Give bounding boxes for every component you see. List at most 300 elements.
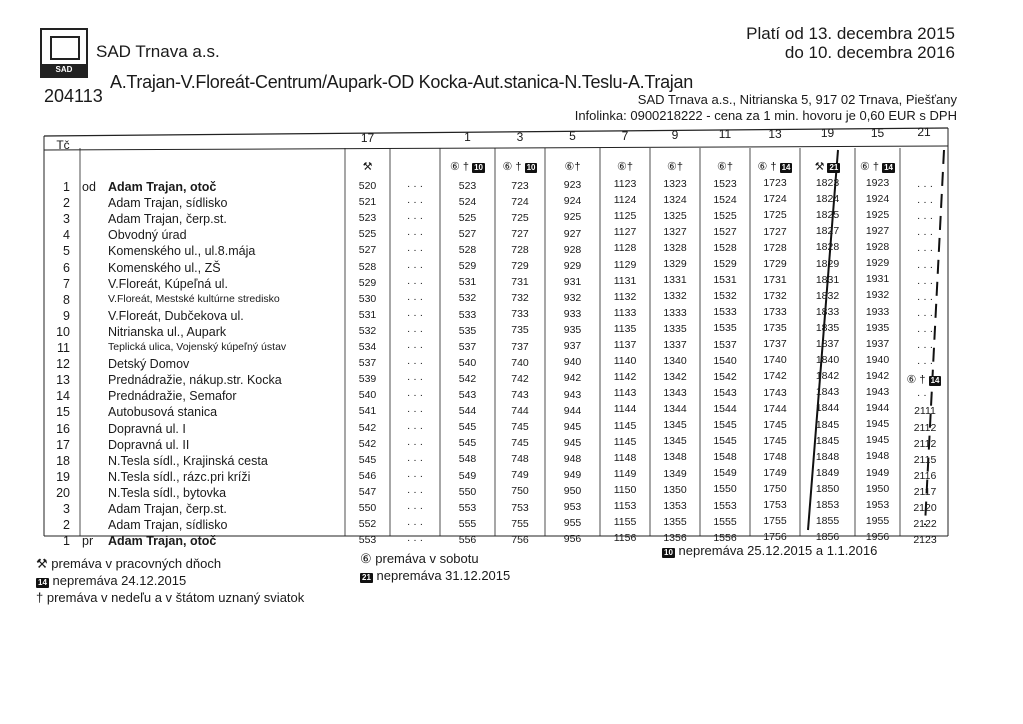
logo-text: SAD (42, 64, 86, 76)
departure-time: 545 (458, 437, 477, 450)
departure-time: 1831 (815, 273, 840, 286)
stop-direction: pr (82, 534, 94, 549)
trip-symbol: ⑥ † (860, 161, 880, 173)
stop-number: 1 (63, 180, 70, 194)
departure-time: 525 (458, 211, 477, 224)
departure-time: 1325 (663, 209, 687, 222)
dots-placeholder: · · · (406, 534, 424, 547)
departure-time: 743 (511, 388, 529, 401)
trip-21-symbols (900, 373, 948, 386)
stop-direction: od (82, 180, 96, 194)
departure-time: 756 (511, 533, 529, 546)
departure-time: 1835 (815, 321, 840, 334)
note-21-icon: 21 (362, 573, 371, 582)
departure-time: 1527 (713, 225, 737, 238)
departure-time: 1855 (815, 515, 840, 528)
departure-time: 735 (511, 324, 529, 337)
stop-name: Adam Trajan, otoč (108, 180, 217, 194)
departure-time: 1327 (663, 226, 687, 239)
stop-number: 9 (63, 308, 70, 323)
departure-time: 1348 (663, 451, 687, 464)
dots-placeholder: · · · (916, 244, 934, 257)
departure-time: 725 (511, 211, 529, 224)
departure-time-21: 2122 (913, 518, 937, 531)
departure-time: 1548 (713, 451, 737, 464)
valid-from: Platí od 13. decembra 2015 (746, 24, 955, 43)
departure-time: 755 (511, 517, 529, 530)
stop-number: 14 (56, 389, 70, 404)
departure-time: 955 (563, 517, 582, 530)
departure-time: 1128 (613, 242, 637, 255)
departure-time: 1355 (663, 515, 687, 528)
departure-time: 753 (511, 501, 529, 514)
departure-time: 744 (511, 404, 529, 417)
departure-time: 1755 (763, 515, 787, 528)
departure-time: 1931 (865, 273, 890, 286)
departure-time: 1723 (763, 177, 787, 190)
trip-symbol: ⑥ † (906, 374, 926, 387)
departure-time-21: 2112 (913, 421, 937, 434)
trip-number-header: 13 (768, 126, 782, 141)
departure-time: 1528 (713, 241, 737, 254)
stop-number: 16 (56, 421, 70, 436)
departure-time: 749 (511, 469, 529, 482)
departure-time: 1337 (663, 338, 687, 351)
departure-time: 929 (563, 259, 582, 272)
dots-placeholder: · · · (406, 437, 424, 450)
stop-name: Dopravná ul. I (108, 421, 186, 436)
dots-placeholder: · · · (406, 485, 424, 498)
dots-placeholder: · · · (916, 324, 934, 337)
stop-number: 12 (56, 357, 70, 372)
stop-number: 5 (63, 244, 70, 259)
legend-no-24-12-text: nepremáva 24.12.2015 (52, 573, 187, 588)
departure-time: 950 (563, 485, 582, 498)
trip-number-header: 5 (569, 129, 576, 144)
departure-time: 527 (458, 228, 477, 241)
infoline: Infolinka: 0900218222 - cena za 1 min. hovoru je 0,60 EUR s DPH (574, 108, 957, 123)
departure-time: 1329 (663, 258, 687, 271)
stop-name: Komenského ul., ZŠ (108, 260, 221, 275)
departure-time: 1345 (663, 435, 687, 448)
departure-time: 1935 (865, 321, 890, 334)
dots-placeholder: · · · (916, 276, 934, 289)
departure-time: 1950 (865, 482, 890, 495)
departure-time: 1832 (815, 289, 840, 302)
departure-time: 1131 (613, 274, 637, 287)
departure-time: 1149 (613, 467, 637, 480)
stop-number: 7 (63, 276, 70, 291)
departure-time: 724 (511, 195, 529, 208)
dots-placeholder: · · · (406, 244, 424, 257)
stop-number: 18 (56, 453, 70, 468)
departure-time: 531 (358, 308, 377, 321)
departure-time: 1324 (663, 193, 687, 206)
departure-time: 1745 (763, 434, 787, 447)
trip-symbol: ⑥† (564, 161, 581, 173)
departure-time: 1743 (763, 386, 787, 399)
note-box-icon: 10 (526, 163, 536, 172)
departure-time: 535 (458, 324, 477, 337)
legend-sunday: † premáva v nedeľu a v štátom uznaný sviatok (36, 590, 305, 605)
stop-name: Dopravná ul. II (108, 437, 190, 452)
dots-placeholder: · · · (916, 260, 934, 273)
departure-time: 1843 (815, 386, 840, 399)
departure-time: 948 (563, 452, 582, 465)
departure-time: 1523 (713, 177, 737, 190)
stop-name: Autobusová stanica (108, 405, 218, 420)
departure-time: 1333 (663, 306, 687, 319)
departure-time: 1353 (663, 499, 687, 512)
trip-symbol: ⑥ † (502, 161, 522, 173)
departure-time: 1145 (613, 419, 637, 432)
departure-time: 727 (511, 227, 529, 240)
departure-time: 1150 (613, 483, 637, 496)
departure-time: 1328 (663, 242, 687, 255)
departure-time: 1953 (865, 498, 890, 511)
departure-time: 1140 (613, 355, 637, 368)
departure-time: 542 (358, 421, 377, 434)
departure-time: 1925 (865, 208, 890, 221)
departure-time: 1956 (865, 530, 890, 543)
trip-symbols (440, 160, 495, 173)
departure-time: 956 (563, 533, 582, 546)
departure-time: 1727 (763, 225, 787, 238)
dots-placeholder: · · · (406, 341, 424, 353)
dots-placeholder: · · · (406, 518, 424, 531)
departure-time: 1929 (865, 257, 890, 270)
trip-symbol: ⑥† (717, 161, 733, 173)
operator-address: SAD Trnava a.s., Nitrianska 5, 917 02 Trnava, Piešťany (637, 92, 957, 107)
departure-time: 1844 (815, 402, 840, 415)
departure-time: 945 (563, 436, 582, 449)
departure-time: 537 (458, 340, 477, 353)
departure-time: 537 (358, 357, 377, 370)
departure-time: 1540 (713, 354, 737, 367)
departure-time: 549 (458, 469, 477, 482)
departure-time: 1550 (713, 483, 737, 496)
stop-name: N.Tesla sídl., rázc.pri kríži (108, 469, 251, 484)
dots-placeholder: · · · (406, 308, 424, 321)
departure-time: 1331 (663, 274, 687, 287)
departure-time: 1123 (613, 178, 637, 190)
departure-time: 1729 (763, 257, 787, 270)
departure-time: 1731 (763, 273, 787, 286)
departure-time: 531 (458, 276, 477, 289)
dots-placeholder: · · · (406, 421, 424, 434)
trip-symbols (650, 160, 700, 173)
departure-time: 1849 (815, 466, 840, 479)
departure-time: 1532 (713, 290, 737, 303)
departure-time: 1845 (815, 434, 840, 447)
departure-time: 1356 (663, 531, 687, 544)
departure-time: 1542 (713, 370, 737, 383)
trip-number-header: 21 (917, 125, 931, 139)
departure-time: 553 (358, 534, 377, 547)
departure-time-21: 2111 (914, 405, 936, 418)
dots-placeholder: · · · (406, 292, 424, 305)
trip-number-header: 9 (671, 128, 679, 142)
trip-number-header: 7 (621, 128, 629, 143)
note-box-icon: 10 (474, 163, 483, 172)
departure-time: 1545 (713, 419, 737, 431)
stop-name: Teplická ulica, Vojenský kúpeľný ústav (108, 341, 287, 353)
departure-time: 1949 (865, 466, 890, 479)
stop-number: 20 (56, 485, 70, 500)
departure-time: 935 (563, 324, 582, 337)
departure-time: 1524 (713, 193, 737, 206)
departure-time: 1824 (815, 193, 840, 206)
departure-time: 1728 (763, 241, 787, 254)
dots-placeholder: · · · (406, 228, 424, 241)
departure-time: 1733 (763, 306, 787, 319)
dots-placeholder: · · · (916, 228, 934, 241)
stop-name: Nitrianska ul., Aupark (108, 324, 227, 339)
stop-name: N.Tesla sídl., Krajinská cesta (108, 453, 268, 468)
departure-time-21: 2116 (913, 469, 937, 482)
legend-saturday: ⑥ premáva v sobotu (360, 551, 479, 566)
legend-no-25-12 (662, 543, 877, 558)
departure-time: 540 (458, 356, 477, 369)
departure-time: 1744 (763, 402, 787, 415)
departure-time: 1556 (713, 531, 737, 544)
stop-name: Adam Trajan, otoč (108, 534, 217, 549)
departure-time: 1943 (865, 386, 890, 399)
departure-time: 1955 (865, 514, 890, 527)
departure-time: 520 (358, 180, 377, 192)
departure-time: 1923 (865, 176, 890, 189)
departure-time: 1537 (713, 338, 737, 351)
trip-symbols (855, 160, 900, 173)
departure-time: 1850 (815, 482, 840, 495)
stop-name: Adam Trajan, čerp.st. (108, 502, 227, 516)
stop-name: Prednádražie, nákup.str. Kocka (108, 373, 282, 388)
departure-time: 1535 (713, 322, 737, 335)
departure-time: 742 (511, 372, 529, 385)
departure-time: 1725 (763, 209, 787, 222)
departure-time: 545 (458, 421, 477, 434)
departure-time: 932 (563, 291, 582, 304)
stop-name: Prednádražie, Semafor (108, 389, 237, 404)
note-box-icon: 14 (930, 376, 940, 386)
dots-placeholder: · · · (406, 502, 424, 514)
departure-time: 1533 (713, 306, 737, 319)
departure-time: 1756 (763, 531, 787, 544)
legend-no-31-12 (360, 568, 510, 583)
stop-number: 2 (63, 196, 70, 211)
departure-time: 1753 (763, 499, 787, 512)
departure-time: 1945 (865, 434, 890, 447)
departure-time: 1531 (713, 274, 737, 287)
departure-time: 1837 (815, 338, 840, 350)
dots-placeholder: · · · (406, 453, 424, 466)
departure-time-21: 2115 (913, 453, 937, 466)
stop-number: 6 (63, 260, 70, 275)
departure-time: 1543 (713, 386, 737, 399)
departure-time: 745 (511, 421, 529, 433)
departure-time: 1525 (713, 209, 737, 222)
departure-time: 544 (458, 405, 477, 418)
departure-time-21: 2112 (913, 437, 937, 450)
line-number: 204113 (44, 86, 103, 106)
stop-name: Adam Trajan, sídlisko (108, 518, 228, 533)
departure-time: 729 (511, 260, 529, 272)
departure-time: 1749 (763, 467, 787, 480)
trip-symbols (750, 160, 800, 173)
trip-number-header: 17 (360, 131, 375, 145)
departure-time: 933 (563, 308, 582, 321)
note-14-icon: 14 (38, 578, 47, 587)
departure-time: 1740 (763, 354, 787, 367)
trip-symbols (495, 160, 545, 173)
dots-placeholder: · · · (916, 357, 934, 370)
departure-time: 1156 (613, 532, 637, 545)
departure-time: 1132 (613, 290, 637, 303)
departure-time: 732 (511, 292, 529, 305)
departure-time: 1937 (865, 337, 890, 350)
stop-number: 3 (63, 502, 70, 516)
line-route: A.Trajan-V.Floreát-Centrum/Aupark-OD Kocka-Aut.stanica-N.Teslu-A.Trajan (110, 72, 693, 92)
departure-time: 540 (358, 389, 377, 402)
departure-time: 1933 (865, 305, 890, 318)
departure-time: 528 (358, 260, 377, 273)
departure-time: 1545 (713, 435, 737, 448)
trip-number-header: 1 (464, 130, 471, 145)
departure-time: 942 (563, 372, 582, 385)
dots-placeholder: · · · (406, 357, 424, 370)
departure-time: 529 (358, 276, 377, 289)
departure-time: 523 (358, 212, 377, 225)
stop-number: 13 (56, 373, 70, 388)
departure-time: 1842 (815, 370, 840, 383)
departure-time: 1735 (763, 322, 787, 335)
trip-number-header: 3 (516, 129, 524, 144)
stop-number: 15 (56, 405, 70, 420)
dots-placeholder: · · · (916, 196, 934, 209)
dots-placeholder: · · · (406, 180, 424, 192)
departure-time: 728 (511, 243, 529, 256)
stop-number: 19 (56, 469, 70, 484)
trip-symbols (800, 160, 855, 173)
departure-time: 931 (563, 275, 582, 288)
departure-time: 925 (563, 211, 582, 224)
departure-time: 1745 (763, 418, 787, 431)
departure-time: 1142 (613, 371, 637, 384)
stop-name: N.Tesla sídl., bytovka (108, 485, 227, 500)
departure-time: 556 (458, 533, 477, 546)
departure-time-21: 2120 (913, 502, 937, 514)
trip-symbols (345, 160, 390, 173)
stop-number-header: Tč (56, 138, 70, 152)
departure-time: 542 (458, 372, 477, 385)
dots-placeholder: · · · (406, 324, 424, 337)
departure-time: 1529 (713, 258, 737, 270)
trip-number-header: 11 (718, 127, 732, 142)
departure-time: 1148 (613, 451, 637, 464)
departure-time: 1742 (763, 370, 787, 383)
departure-time: 1940 (865, 353, 890, 366)
departure-time: 1549 (713, 467, 737, 480)
departure-time: 1825 (815, 209, 840, 222)
departure-time: 1829 (815, 257, 840, 270)
departure-time: 541 (358, 405, 377, 418)
header-separator (44, 146, 948, 150)
departure-time: 1928 (865, 241, 890, 254)
departure-time: 1340 (663, 354, 687, 367)
departure-time: 555 (458, 517, 477, 530)
trip-symbols (700, 160, 750, 173)
departure-time: 1848 (815, 450, 840, 463)
trip-symbol: ⑥ † (450, 161, 470, 173)
departure-time: 723 (511, 179, 529, 192)
departure-time: 528 (458, 244, 477, 257)
dots-placeholder: · · · (916, 341, 934, 353)
departure-time: 1349 (663, 467, 687, 480)
departure-time: 545 (358, 453, 377, 466)
departure-time: 924 (563, 195, 582, 208)
departure-time: 1137 (613, 339, 637, 351)
departure-time: 523 (458, 179, 477, 192)
departure-time: 1345 (663, 419, 687, 432)
departure-time: 533 (458, 308, 477, 321)
trip-symbol: ⑥† (617, 161, 633, 173)
departure-time: 546 (358, 469, 377, 482)
departure-time: 1133 (613, 306, 637, 319)
stop-number: 8 (63, 292, 70, 307)
departure-time: 1948 (865, 450, 890, 463)
departure-time: 1833 (815, 305, 840, 318)
stop-name: Adam Trajan, sídlisko (108, 196, 228, 211)
departure-time: 1350 (663, 483, 687, 496)
stop-name: Detský Domov (108, 357, 190, 372)
dots-placeholder: · · · (406, 212, 424, 225)
departure-time: 1840 (815, 354, 840, 367)
departure-time: 1942 (865, 369, 890, 382)
note-box-icon: 14 (884, 163, 893, 172)
departure-time: 1737 (763, 338, 787, 351)
departure-time: 525 (358, 228, 377, 241)
departure-time: 1853 (815, 499, 840, 511)
departure-time: 542 (358, 437, 377, 450)
stop-number: 1 (63, 534, 70, 549)
departure-time: 553 (458, 501, 477, 514)
departure-time: 1143 (613, 387, 637, 400)
dots-placeholder: · · · (406, 389, 424, 402)
departure-time: 532 (458, 292, 477, 305)
departure-time: 1125 (613, 210, 637, 223)
note-box-icon: 21 (829, 163, 839, 172)
departure-time: 1827 (815, 225, 840, 238)
stop-number: 17 (56, 437, 70, 452)
departure-time: 1323 (663, 177, 687, 190)
departure-time: 731 (511, 276, 529, 289)
departure-time: 1845 (815, 418, 840, 431)
departure-time: 953 (563, 501, 582, 514)
departure-time-21: 2123 (913, 534, 937, 547)
legend-no-25-12-text: nepremáva 25.12.2015 a 1.1.2016 (678, 543, 878, 558)
departure-time: 530 (358, 292, 377, 305)
dots-placeholder: · · · (406, 260, 424, 273)
departure-time: 1332 (663, 290, 687, 303)
departure-time: 1732 (763, 289, 787, 302)
legend-workdays: ⚒ premáva v pracovných dňoch (36, 556, 222, 571)
stop-number: 10 (56, 324, 70, 339)
departure-time: 1124 (613, 194, 637, 207)
stop-number: 3 (63, 212, 70, 227)
departure-time: 550 (458, 485, 477, 498)
departure-time: 1145 (613, 435, 637, 448)
departure-time: 1129 (613, 258, 637, 271)
